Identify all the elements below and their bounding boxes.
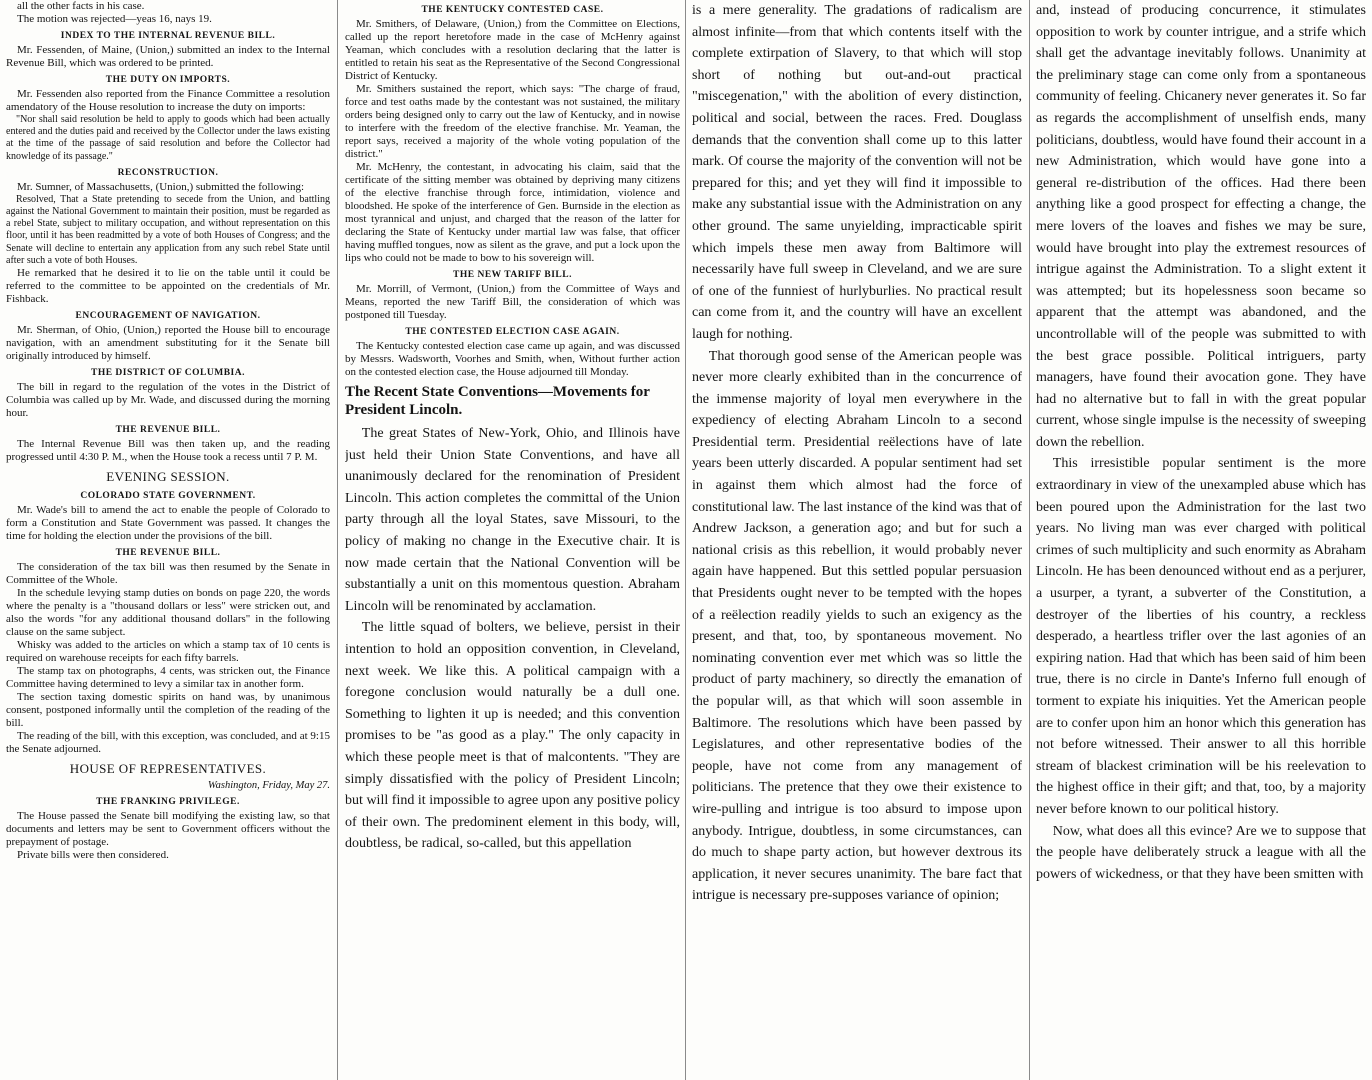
article-body [345,423,680,855]
evening-session-heading: EVENING SESSION. [106,469,230,485]
paragraph: The Kentucky contested election case came up again, and was discussed by Messrs. Wadsworth, Voorhes and Smith, when, Without further action on the contested election case, the House adjourned till Monday. [345,340,680,378]
paragraph: Mr. Sherman, of Ohio, (Union,) reported the House bill to encourage navigation, with an amendment substituting for it the Senate bill originally introduced by himself. [6,324,330,363]
paragraph: "Nor shall said resolution be held to apply to goods which had been actually entered and the duties paid and received by the Collector under the laws existing at the time of the passage of said resolution and before the Collector had knowledge of its passage." [6,114,330,162]
col1-top-line: all the other facts in his case. [17,0,145,12]
column-rule [685,0,686,1080]
paragraph: is a mere generality. The gradations of radicalism are almost infinite—from that which contents itself with the complete extirpation of Slavery, to that which will stop short of nothing but out-and-out practical "miscegenation," with the abolition of every distinction, political and social, between the races. Fred. Douglass demands that the convention shall come up to this latter mark. Of course the majority of the convention will not be prepared for this; and yet they will find it impossible to make any substantial issue with the Administration on any other ground. The same unyielding, impracticable spirit which impels these men away from Baltimore will necessarily have full sweep in Cleveland, and we are sure of one of the funniest of hurlyburlies. No practical result can come from it, and the country will have an excellent laugh for nothing. [692,3,1022,342]
col2-sections [345,3,680,379]
paragraph: Resolved, That a State pretending to secede from the Union, and battling against the National Government to maintain their position, must be regarded as a rebel State, subject to military occupation, and without representation on this floor, until it has been readmitted by a vote of both Houses of Congress; and the Senate will decline to entertain any application from any such rebel State until after such a vote of both Houses. [6,193,330,266]
column-4 [1036,0,1366,1080]
column-rule [337,0,338,1080]
section-heading: INDEX TO THE INTERNAL REVENUE BILL. [60,31,276,41]
paragraph: The House passed the Senate bill modifying the existing law, so that documents and letters may be sent to Government officers without the prepayment of postage. [6,810,330,849]
paragraph: That thorough good sense of the American people was never more clearly exhibited than in the concurrence of the immense majority of loyal men everywhere in the expediency of electing Abraham Lincoln to a second Presidential term. Presidential reëlections have of late years been utterly discarded. A popular sentiment had set in against them which almost had the force of constitutional law. The last instance of the kind was that of Andrew Jackson, a generation ago; and but for such a national crisis as this rebellion, it would probably never again have happened. But this settled popular persuasion that Presidents ought never to be tempted with the hopes of a reëlection readily yields to such an exigency as the present, and that, too, by spontaneous movement. No nominating convention ever met which was so little the product of party machinery, so directly the emanation of the popular will, as that which will soon assemble in Baltimore. The resolutions which have been passed by Legislatures, and other representative bodies of the people, have not come from any management of politicians. The pretence that they owe their existence to wire-pulling and intrigue is too absurd to impose upon anybody. Intrigue, doubtless, in some circumstances, can do much to shape party action, but however dextrous its application, it never secures unanimity. The bare fact that intrigue is necessary pre-supposes variance of opinion; [692,348,1022,904]
paragraph: The consideration of the tax bill was then resumed by the Senate in Committee of the Whole. [6,561,330,587]
section-heading: THE DUTY ON IMPORTS. [105,75,231,85]
section-heading: THE NEW TARIFF BILL. [453,270,572,280]
paragraph: and, instead of producing concurrence, it stimulates opposition to work by counter intrigue, and a strife which shall get the advantage inevitably follows. Unanimity at the preliminary stage can come only from a spontaneous community of feeling. Chicanery never generates it. So far as regards the accomplishment of unselfish ends, many politicians, doubtless, would have found their account in a new Administration, which would have gone into a general re-distribution of the offices. Had there been anything like a good prospect for effecting a change, the mere lovers of the loaves and fishes we may be sure, would have brought into play the extremest resources of intrigue against the Administration. To a slight extent it was attempted; but its hopelessness soon became so apparent that the attempt was abandoned, and the uncontrollable will of the people was submitted to with the best grace possible. Political intriguers, party managers, have found their avocation gone. They have had no alternative but to fall in with the great popular current, whose single impulse is the necessity of sweeping down the rebellion. [1036,3,1366,450]
paragraph: The section taxing domestic spirits on hand was, by unanimous consent, postponed informally until the completion of the reading of the bill. [6,691,330,730]
paragraph: Mr. Fessenden also reported from the Finance Committee a resolution amendatory of the House resolution to increase the duty on imports: [6,88,330,113]
paragraph: The great States of New-York, Ohio, and Illinois have just held their Union State Conventions, and have all unanimously declared for the renomination of President Lincoln. This action completes the committal of the Union party through all the loyal States, save Missouri, to the policy of making no change in the Executive chair. It is now made certain that the National Convention will be substantially a unit on this momentous question. Abraham Lincoln will be renominated by acclamation. [345,426,680,614]
paragraph: The stamp tax on photographs, 4 cents, was stricken out, the Finance Committee having determined to levy a similar tax in another form. [6,665,330,691]
paragraph: The Internal Revenue Bill was then taken up, and the reading progressed until 4:30 P. M., when the House took a recess until 7 P. M. [6,438,330,464]
section-heading: THE FRANKING PRIVILEGE. [96,797,240,808]
column-2 [345,0,680,1080]
section-heading: THE REVENUE BILL. [115,548,221,559]
col1-sections-evening [6,489,330,756]
section-heading: ENCOURAGEMENT OF NAVIGATION. [75,311,261,322]
section-heading: THE REVENUE BILL. [115,425,221,436]
paragraph: Mr. Wade's bill to amend the act to enable the people of Colorado to form a Constitution and State Government was passed. It changes the time for holding the election under the provisions of the bill. [6,504,330,543]
paragraph: Mr. Fessenden, of Maine, (Union,) submitted an index to the Internal Revenue Bill, which was ordered to be printed. [6,44,330,69]
section-heading: RECONSTRUCTION. [117,167,219,178]
house-dateline: Washington, Friday, May 27. [207,780,330,792]
section-heading: THE KENTUCKY CONTESTED CASE. [421,5,604,15]
column-rule [1029,0,1030,1080]
col1-sections [6,29,330,464]
paragraph: He remarked that he desired it to lie on the table until it could be referred to the committee to be appointed on the credentials of Mr. Fishback. [6,267,330,306]
article-title: The Recent State Conventions—Movements for President Lincoln. [345,384,650,418]
paragraph: Mr. Sumner, of Massachusetts, (Union,) submitted the following: [17,180,305,193]
paragraph: The little squad of bolters, we believe, persist in their intention to hold an opposition convention, in Cleveland, next week. We like this. A political campaign with a foregone conclusion would naturally be a dull one. Something to lighten it up is needed; and this convention promises to be "as good as a play." The only capacity in which these people meet is that of malcontents. "They are simply dissatisfied with the policy of President Lincoln; but will find it impossible to agree upon any positive policy of their own. The predominent element in this body, will, doubtless, be radical, so-called, but this appellation [345,620,680,852]
paragraph: The reading of the bill, with this exception, was concluded, and at 9:15 the Senate adjourned. [6,730,330,756]
section-heading: COLORADO STATE GOVERNMENT. [80,491,256,502]
col1-top-line: The motion was rejected—yeas 16, nays 19. [17,13,212,25]
col1-sections-house [6,795,330,862]
paragraph: In the schedule levying stamp duties on bonds on page 220, the words where the penalty is a "thousand dollars or less" were stricken out, and also the words "for any additional thousand dollars" in the following clause on the same subject. [6,587,330,639]
house-heading: HOUSE OF REPRESENTATIVES. [69,761,267,777]
column-1 [6,0,330,1080]
paragraph: This irresistible popular sentiment is the more extraordinary in view of the unexampled abuse which has been poured upon the Administration for the last two years. No living man was ever charged with political crimes of such multiplicity and such enormity as Abraham Lincoln. He has been denounced without end as a perjurer, a usurper, a tyrant, a subverter of the Constitution, a destroyer of the liberties of his country, a reckless desperado, a heartless trifler over the last agonies of an expiring nation. Had that which has been said of him been true, there is no circle in Dante's Inferno full enough of torment to expiate his iniquities. Yet the American people are to confer upon him an honor which this generation has not before witnessed. Their answer to all this horrible stream of blackest crimination will be his reelevation to the highest office in their gift; and that, too, by a majority never before known to our political history. [1036,456,1366,817]
paragraph: Whisky was added to the articles on which a stamp tax of 10 cents is required on warehouse receipts for each fifty barrels. [6,639,330,665]
section-heading: THE DISTRICT OF COLUMBIA. [91,368,245,379]
paragraph: Mr. Smithers, of Delaware, (Union,) from the Committee on Elections, called up the report heretofore made in the case of McHenry against Yeaman, which concludes with a resolution declaring that the latter is entitled to retain his seat as the Representative of the Second Congressional District of Kentucky. [345,18,680,82]
paragraph: Mr. McHenry, the contestant, in advocating his claim, said that the certificate of the sitting member was obtained by depriving many citizens of the elective franchise through force, intimidation, violence and bloodshed. He spoke of the interference of Gen. Burnside in the election as most tyrannical and unjust, and charged that the reason of the latter for declaring the State of Kentucky under martial law was false, that officer having muffled tongues, now as silent as the grave, and put a lock upon the lips who could not be made to bow to his sovereign will. [345,161,680,264]
paragraph: Private bills were then considered. [17,849,169,862]
column-3 [692,0,1022,1080]
paragraph: Mr. Smithers sustained the report, which says: "The charge of fraud, force and test oaths made by the contestant was not sustained, the military orders being designed only to carry out the law of Kentucky, and in nowise to interfere with the freedom of the elective franchise. Mr. Yeaman, the report says, received a majority of the whole voting population of the district." [345,83,680,160]
paragraph: Now, what does all this evince? Are we to suppose that the people have deliberately struck a league with all the powers of wickedness, or that they have been smitten with [1036,823,1366,882]
paragraph: The bill in regard to the regulation of the votes in the District of Columbia was called up by Mr. Wade, and discussed during the morning hour. [6,381,330,420]
paragraph: Mr. Morrill, of Vermont, (Union,) from the Committee of Ways and Means, reported the new Tariff Bill, the consideration of which was postponed till Tuesday. [345,283,680,321]
section-heading: THE CONTESTED ELECTION CASE AGAIN. [405,327,620,337]
